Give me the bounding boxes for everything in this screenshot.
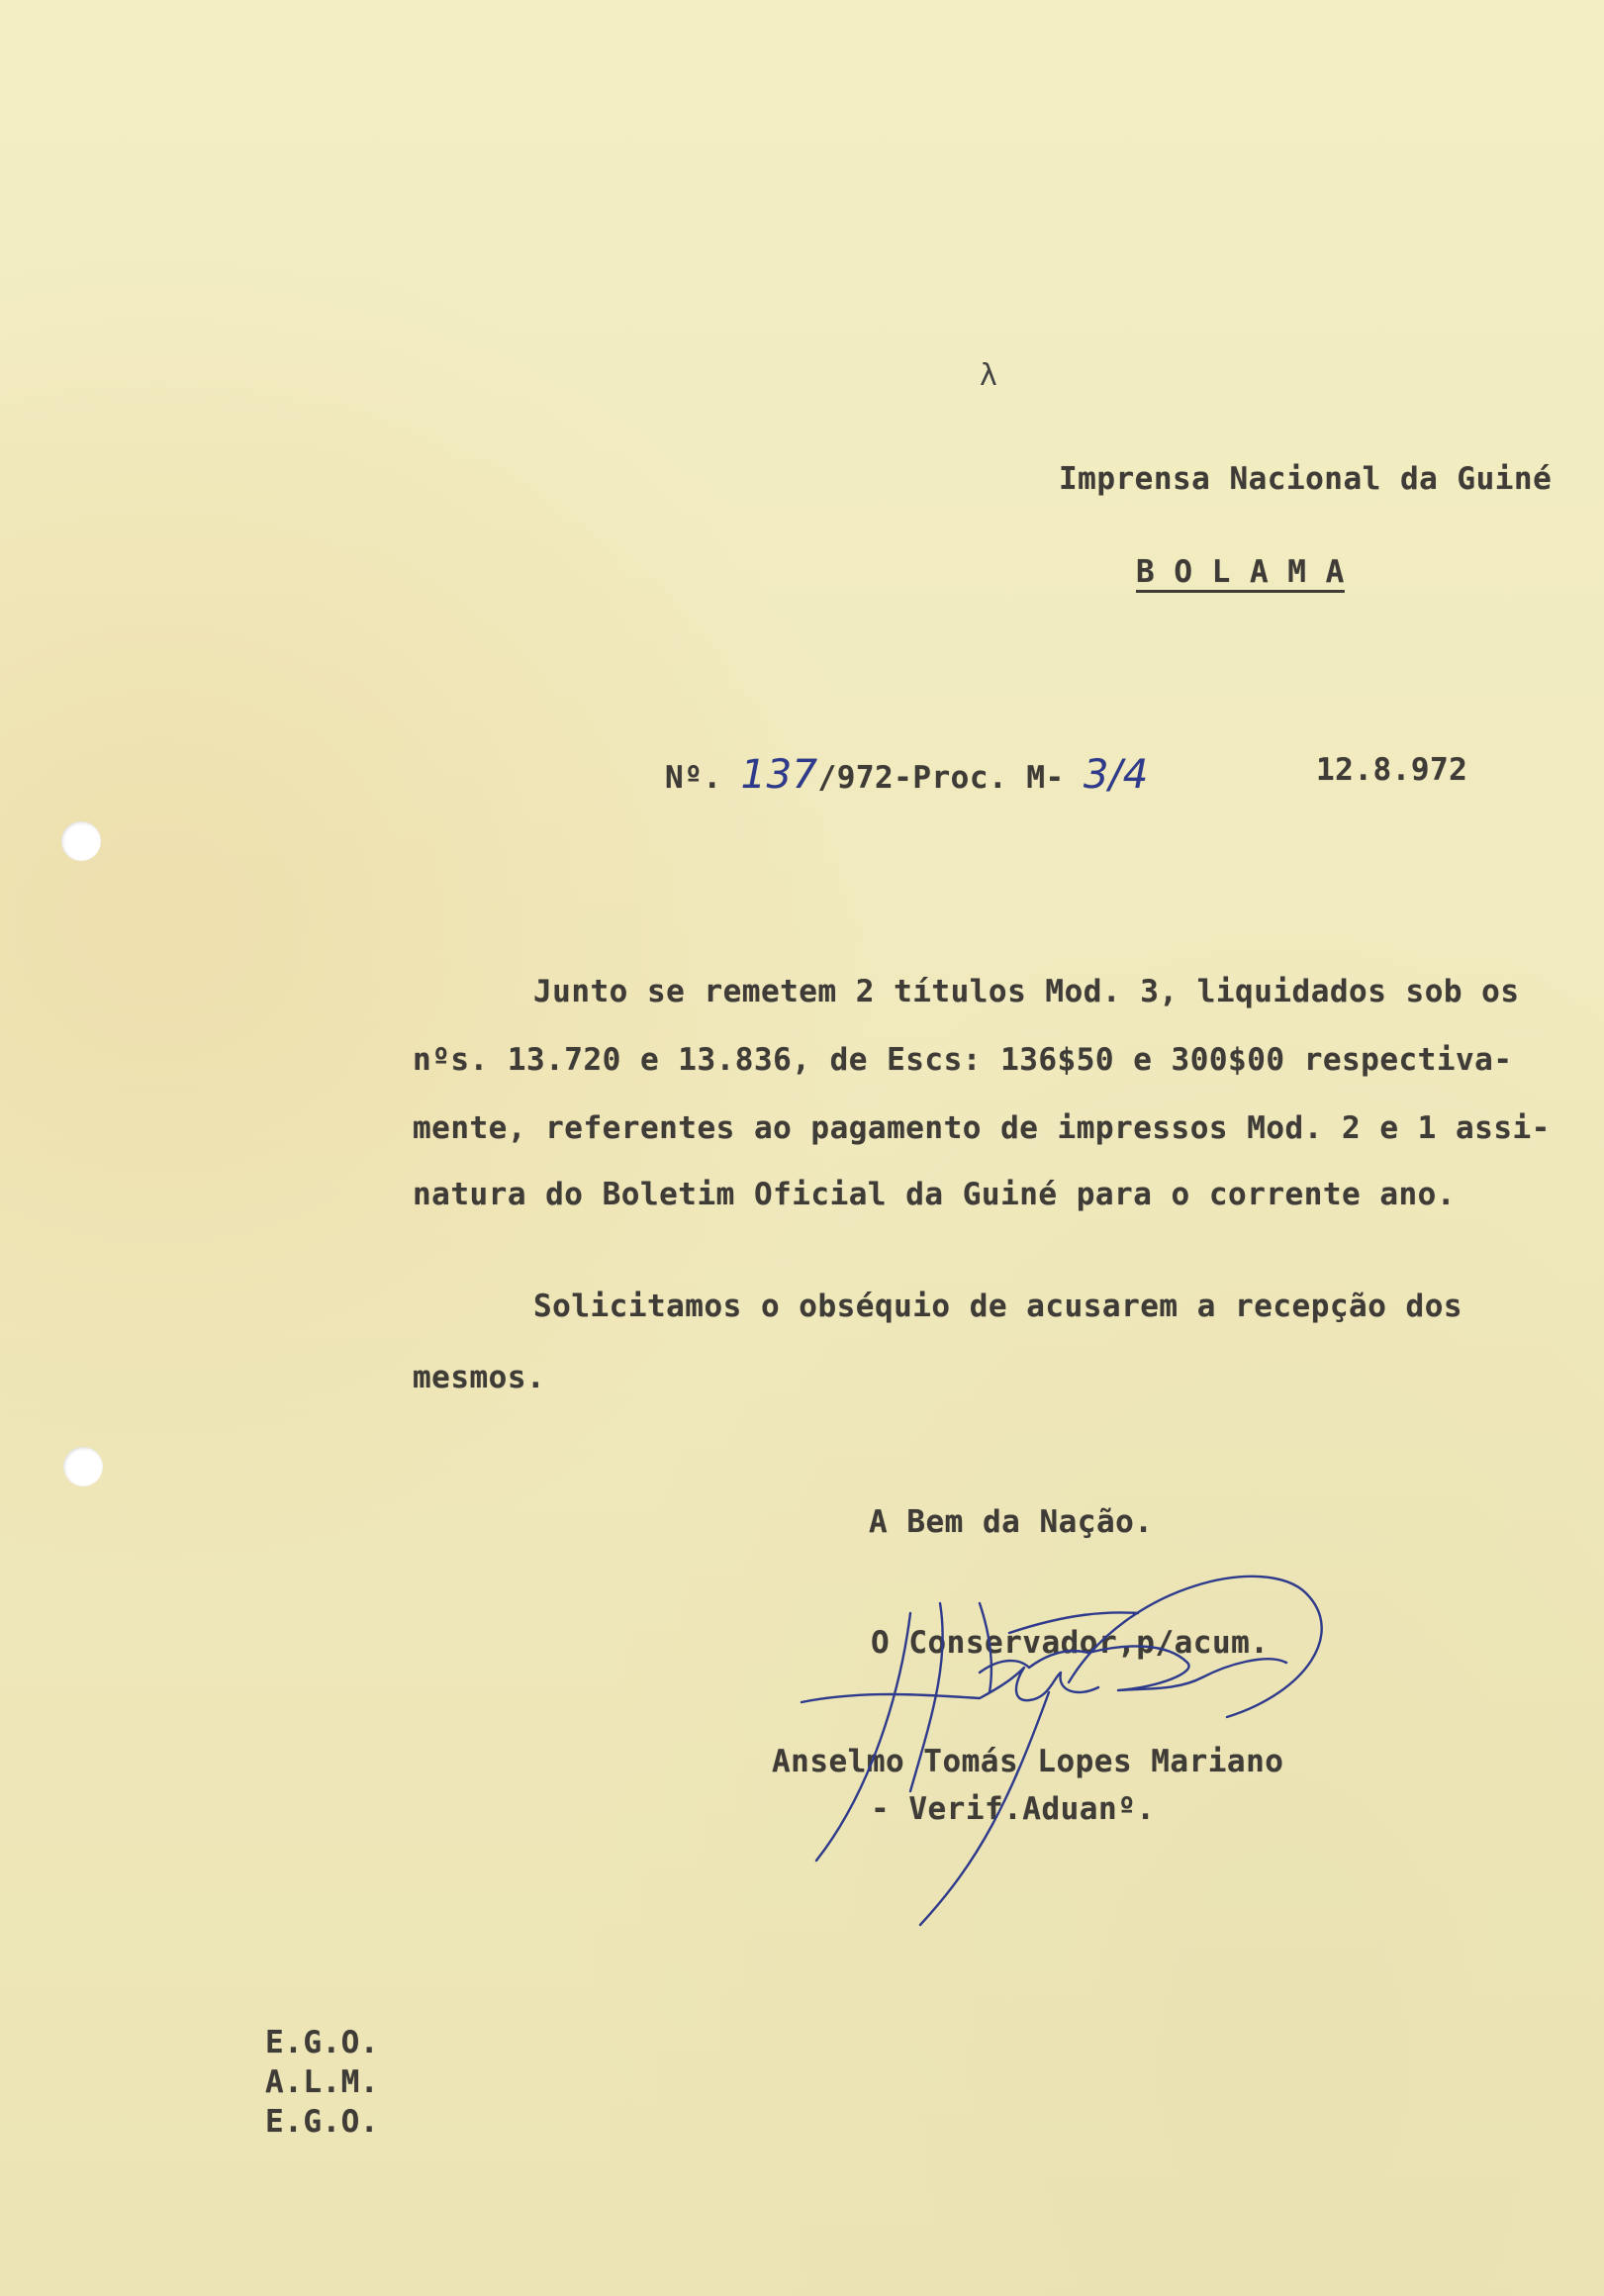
addressee-city: B O L A M A [1136, 554, 1345, 590]
closing-salutation: A Bem da Nação. [869, 1504, 1154, 1540]
reference-date: 12.8.972 [1316, 752, 1468, 788]
initials-line: A.L.M. [265, 2064, 379, 2100]
reference-handwritten-number: 137 [740, 752, 818, 798]
signatory-name: Anselmo Tomás Lopes Mariano [772, 1744, 1284, 1779]
initials-line: E.G.O. [265, 2025, 379, 2060]
signatory-title: - Verif.Aduanº. [871, 1791, 1156, 1827]
reference-line [665, 752, 1149, 798]
punch-hole-bottom [63, 1447, 103, 1486]
paragraph-2-line: Solicitamos o obséquio de acusarem a recepção dos [533, 1289, 1463, 1324]
reference-prefix: Nº. [665, 760, 722, 796]
addressee-name: Imprensa Nacional da Guiné [1059, 461, 1553, 497]
initials-line: E.G.O. [265, 2104, 379, 2140]
paragraph-1-line: nºs. 13.720 e 13.836, de Escs: 136$50 e 300$00 respectiva- [413, 1042, 1513, 1078]
paragraph-1-line: Junto se remetem 2 títulos Mod. 3, liquidados sob os [533, 974, 1520, 1009]
reference-mid: /972-Proc. M- [817, 760, 1065, 796]
reference-handwritten-proc: 3/4 [1083, 752, 1149, 798]
paragraph-2-line: mesmos. [413, 1360, 546, 1395]
paragraph-1-line: mente, referentes ao pagamento de impressos Mod. 2 e 1 assi- [413, 1110, 1551, 1146]
handwritten-signature [752, 1574, 1346, 1950]
signatory-role: O Conservador,p/acum. [871, 1625, 1270, 1661]
punch-hole-top [61, 821, 101, 861]
paragraph-1-line: natura do Boletim Oficial da Guiné para o corrente ano. [413, 1177, 1456, 1212]
top-mark: λ [980, 358, 997, 393]
